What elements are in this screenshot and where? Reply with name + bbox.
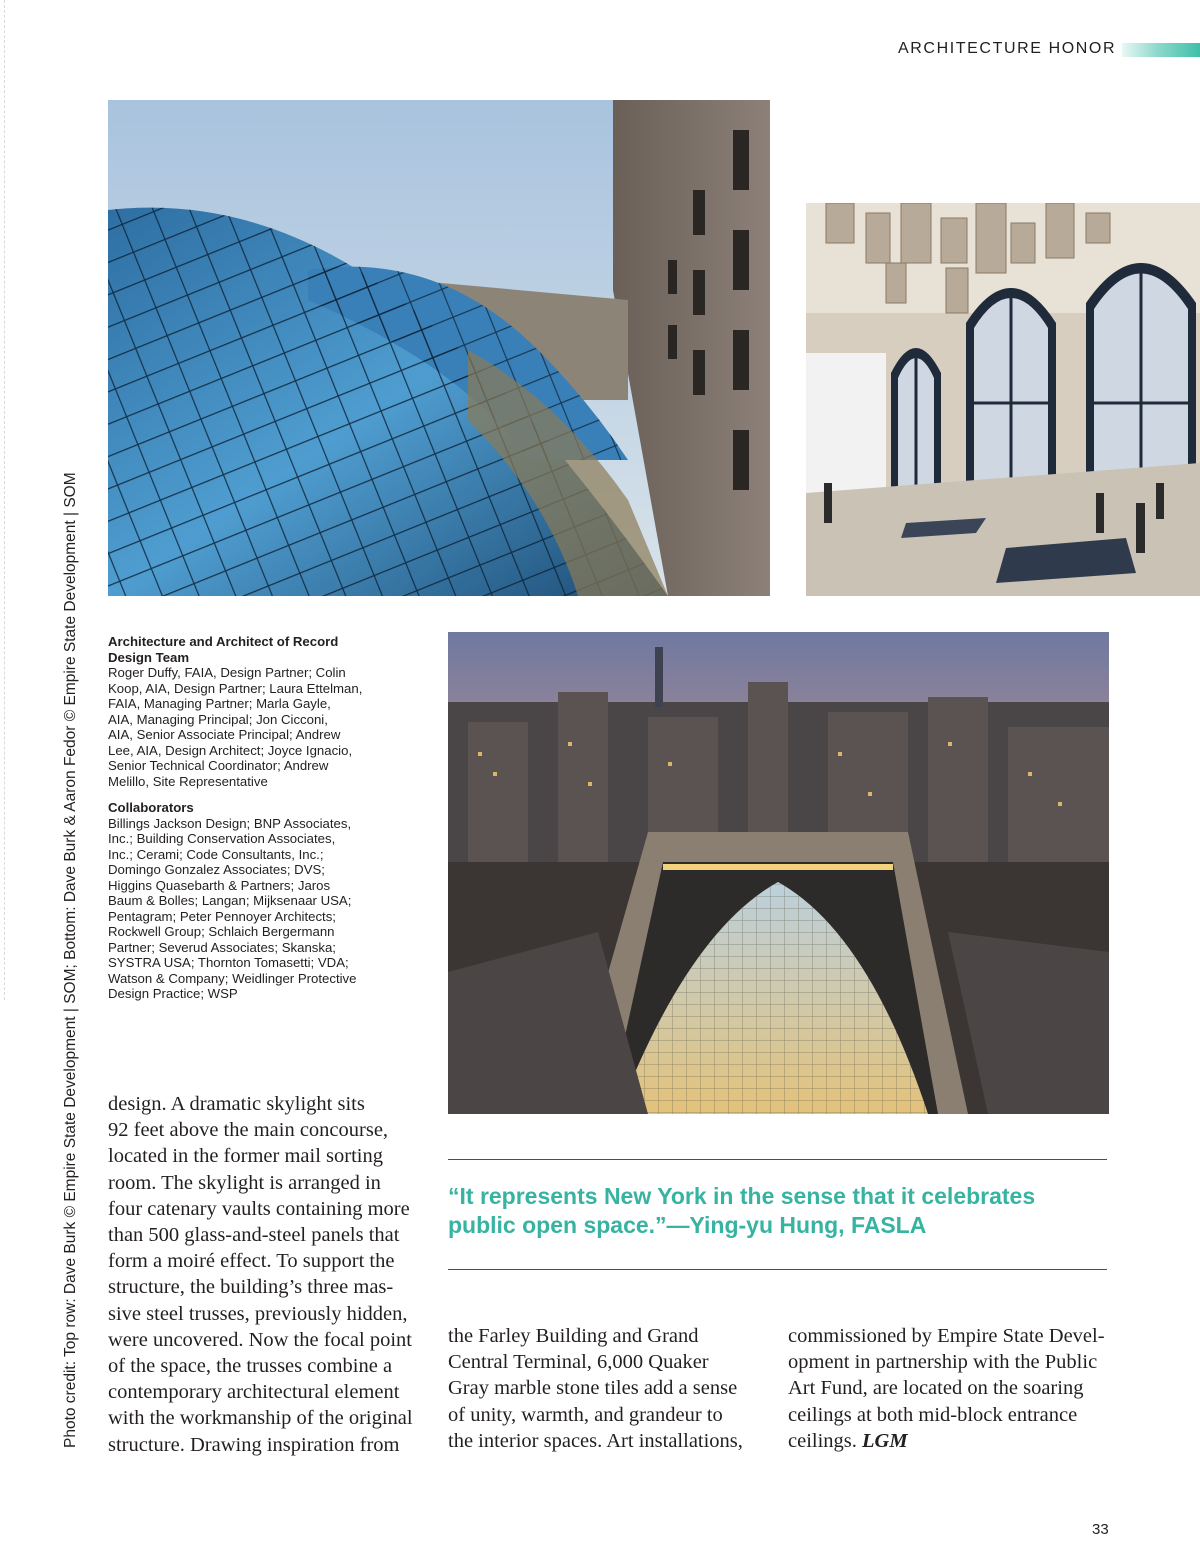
collaborators-heading: Collaborators (108, 800, 194, 815)
credits-line: Billings Jackson Design; BNP Associates, (108, 815, 352, 831)
credits-line: Watson & Company; Weidlinger Protective (108, 970, 357, 986)
page-number: 33 (1092, 1521, 1109, 1538)
body-line: commissioned by Empire State Devel- (788, 1325, 1105, 1347)
credits-line: FAIA, Managing Partner; Marla Gayle, (108, 696, 331, 711)
design-team-list (108, 665, 408, 789)
body-line: four catenary vaults containing more (108, 1197, 410, 1220)
body-line: with the workmanship of the original (108, 1407, 413, 1430)
body-line: than 500 glass-and-steel panels that (108, 1224, 400, 1247)
body-line: were uncovered. Now the focal point (108, 1328, 412, 1351)
body-line: Central Terminal, 6,000 Quaker (448, 1351, 709, 1374)
body-line: located in the former mail sorting (108, 1145, 383, 1168)
page-fold-line (4, 0, 5, 1000)
pull-quote-bottom-rule (448, 1269, 1107, 1270)
body-line: Art Fund, are located on the soaring (788, 1377, 1084, 1400)
photo-credit: Photo credit: Top row: Dave Burk © Empire State Development | SOM; Bottom: Dave Burk & Aaron Fedor © Empire State Development | SOM (62, 472, 79, 1448)
credits-line: Melillo, Site Representative (108, 773, 268, 789)
credits-line: Partner; Severud Associates; Skanska; (108, 939, 336, 955)
credits-line: Roger Duffy, FAIA, Design Partner; Colin (108, 665, 346, 680)
credits-line: Rockwell Group; Schlaich Bergermann (108, 924, 335, 939)
body-line-last (788, 1428, 1108, 1454)
pull-quote-line: “It represents New York in the sense that it celebrates (448, 1183, 1036, 1209)
body-line: 92 feet above the main concourse, (108, 1119, 389, 1142)
arched-entrance-hall-photo (806, 203, 1200, 596)
body-line: the Farley Building and Grand (448, 1325, 699, 1347)
body-line: Gray marble stone tiles add a sense (448, 1377, 738, 1400)
body-column-2 (448, 1323, 758, 1454)
pull-quote-line: public open space.”—Ying-yu Hung, FASLA (448, 1212, 927, 1238)
pull-quote-top-rule (448, 1159, 1107, 1160)
design-team-subheading: Design Team (108, 649, 190, 665)
aerial-dusk-skylight-photo (448, 632, 1109, 1114)
body-line: of the space, the trusses combine a (108, 1355, 393, 1378)
project-credits (108, 634, 408, 1002)
body-column-1 (108, 1091, 428, 1458)
credits-line: Baum & Bolles; Langan; Mijksenaar USA; (108, 893, 352, 908)
credits-line: Koop, AIA, Design Partner; Laura Ettelman, (108, 680, 363, 696)
body-line: ceilings at both mid-block entrance (788, 1403, 1078, 1426)
body-line: room. The skylight is arranged in (108, 1171, 381, 1194)
credits-line: AIA, Senior Associate Principal; Andrew (108, 727, 341, 742)
section-label: ARCHITECTURE HONOR (898, 40, 1117, 57)
credits-line: AIA, Managing Principal; Jon Cicconi, (108, 711, 328, 727)
credits-line: Lee, AIA, Design Architect; Joyce Ignacio, (108, 742, 353, 758)
credits-line: Inc.; Building Conservation Associates, (108, 831, 336, 846)
body-line: the interior spaces. Art installations, (448, 1429, 743, 1452)
design-team-heading: Architecture and Architect of Record (108, 634, 339, 649)
body-line: form a moiré effect. To support the (108, 1250, 395, 1273)
author-signature: LGM (862, 1429, 908, 1452)
section-accent-bar (1122, 43, 1200, 57)
body-line: contemporary architectural element (108, 1381, 400, 1404)
collaborators-list (108, 816, 408, 1002)
glass-skylight-vaults-photo (108, 100, 770, 596)
body-line-text: ceilings. (788, 1429, 863, 1452)
body-line: opment in partnership with the Public (788, 1351, 1098, 1374)
body-line: sive steel trusses, previously hidden, (108, 1302, 408, 1325)
credits-line: Pentagram; Peter Pennoyer Architects; (108, 908, 336, 924)
credits-line: Domingo Gonzalez Associates; DVS; (108, 862, 325, 877)
body-line: design. A dramatic skylight sits (108, 1093, 365, 1115)
credits-line: Design Practice; WSP (108, 986, 238, 1001)
body-line: of unity, warmth, and grandeur to (448, 1403, 723, 1426)
body-line: structure, the building’s three mas- (108, 1276, 394, 1299)
credits-line: Senior Technical Coordinator; Andrew (108, 758, 329, 773)
credits-line: SYSTRA USA; Thornton Tomasetti; VDA; (108, 955, 349, 970)
body-line: structure. Drawing inspiration from (108, 1433, 400, 1456)
credits-line: Inc.; Cerami; Code Consultants, Inc.; (108, 846, 324, 862)
body-column-3 (788, 1323, 1108, 1454)
pull-quote (448, 1182, 1118, 1240)
credits-line: Higgins Quasebarth & Partners; Jaros (108, 877, 331, 893)
